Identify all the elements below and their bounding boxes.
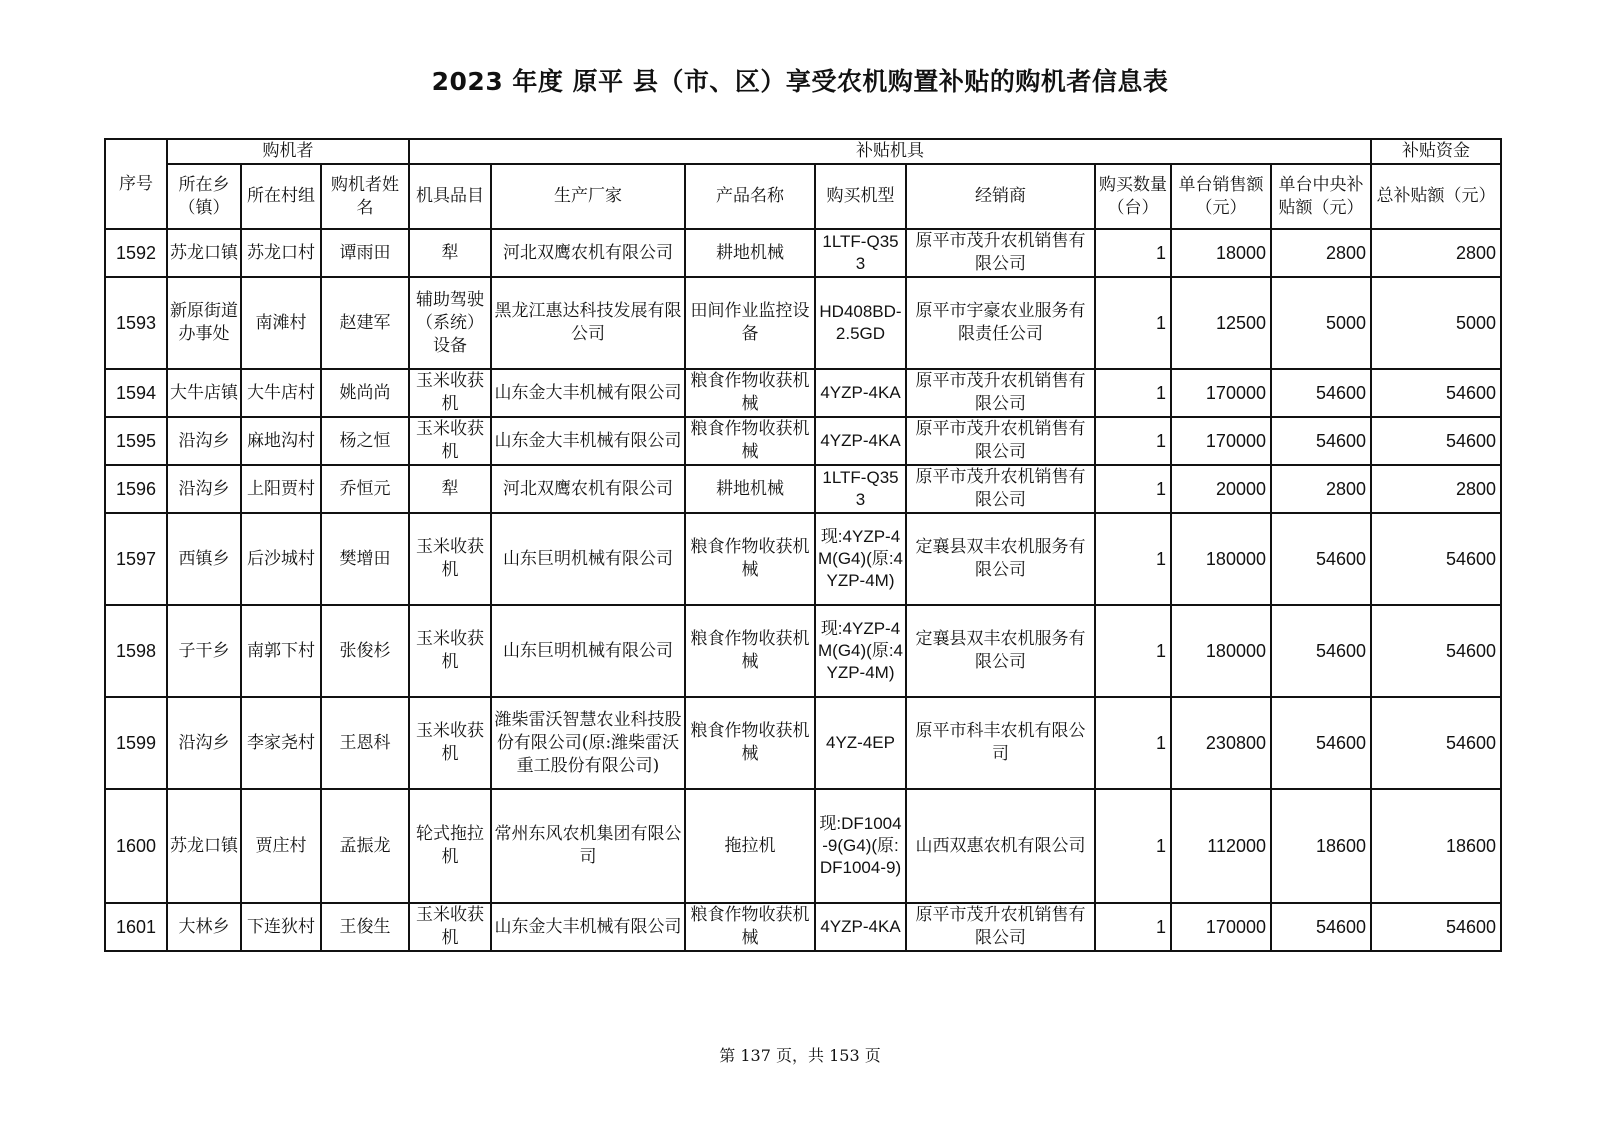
cell-village: 南滩村: [241, 277, 321, 369]
cell-category: 辅助驾驶（系统）设备: [409, 277, 491, 369]
cell-quantity: 1: [1095, 229, 1171, 277]
cell-model: 现:DF1004-9(G4)(原:DF1004-9): [815, 789, 906, 903]
cell-dealer: 定襄县双丰农机服务有限公司: [906, 605, 1095, 697]
cell-manufacturer: 山东金大丰机械有限公司: [491, 417, 685, 465]
col-header-total-subsidy: 总补贴额（元）: [1371, 164, 1501, 229]
cell-town: 大牛店镇: [167, 369, 241, 417]
cell-seq: 1599: [105, 697, 167, 789]
cell-town: 沿沟乡: [167, 465, 241, 513]
cell-dealer: 原平市宇豪农业服务有限责任公司: [906, 277, 1095, 369]
cell-total-subsidy: 5000: [1371, 277, 1501, 369]
cell-village: 下连狄村: [241, 903, 321, 951]
cell-total-subsidy: 54600: [1371, 369, 1501, 417]
cell-category: 轮式拖拉机: [409, 789, 491, 903]
cell-product: 拖拉机: [685, 789, 815, 903]
header-group-row: [105, 139, 1501, 164]
cell-model: 现:4YZP-4M(G4)(原:4YZP-4M): [815, 605, 906, 697]
cell-total-subsidy: 54600: [1371, 513, 1501, 605]
cell-total-subsidy: 2800: [1371, 229, 1501, 277]
cell-total-subsidy: 2800: [1371, 465, 1501, 513]
cell-quantity: 1: [1095, 513, 1171, 605]
cell-product: 粮食作物收获机械: [685, 697, 815, 789]
cell-quantity: 1: [1095, 369, 1171, 417]
col-header-category: 机具品目: [409, 164, 491, 229]
col-header-buyer-name: 购机者姓名: [321, 164, 409, 229]
cell-buyer-name: 杨之恒: [321, 417, 409, 465]
table-row: [105, 789, 1501, 903]
cell-seq: 1595: [105, 417, 167, 465]
table-row: [105, 903, 1501, 951]
cell-category: 犁: [409, 229, 491, 277]
cell-total-subsidy: 54600: [1371, 605, 1501, 697]
table-row: [105, 465, 1501, 513]
cell-model: 4YZP-4KA: [815, 369, 906, 417]
col-header-village: 所在村组: [241, 164, 321, 229]
cell-buyer-name: 赵建军: [321, 277, 409, 369]
cell-seq: 1593: [105, 277, 167, 369]
cell-seq: 1601: [105, 903, 167, 951]
cell-category: 玉米收获机: [409, 369, 491, 417]
cell-product: 耕地机械: [685, 229, 815, 277]
cell-unit-price: 170000: [1171, 417, 1271, 465]
table-row: [105, 229, 1501, 277]
cell-central-subsidy: 54600: [1271, 605, 1371, 697]
cell-product: 粮食作物收获机械: [685, 369, 815, 417]
cell-buyer-name: 樊增田: [321, 513, 409, 605]
table-row: [105, 417, 1501, 465]
cell-product: 耕地机械: [685, 465, 815, 513]
cell-unit-price: 12500: [1171, 277, 1271, 369]
cell-village: 李家尧村: [241, 697, 321, 789]
cell-manufacturer: 常州东风农机集团有限公司: [491, 789, 685, 903]
cell-model: HD408BD-2.5GD: [815, 277, 906, 369]
cell-central-subsidy: 54600: [1271, 417, 1371, 465]
cell-unit-price: 112000: [1171, 789, 1271, 903]
cell-town: 苏龙口镇: [167, 229, 241, 277]
cell-central-subsidy: 18600: [1271, 789, 1371, 903]
cell-model: 4YZP-4KA: [815, 903, 906, 951]
cell-central-subsidy: 5000: [1271, 277, 1371, 369]
col-header-product: 产品名称: [685, 164, 815, 229]
cell-dealer: 定襄县双丰农机服务有限公司: [906, 513, 1095, 605]
cell-quantity: 1: [1095, 277, 1171, 369]
cell-unit-price: 230800: [1171, 697, 1271, 789]
cell-central-subsidy: 54600: [1271, 513, 1371, 605]
col-header-model: 购买机型: [815, 164, 906, 229]
cell-village: 上阳贾村: [241, 465, 321, 513]
cell-category: 玉米收获机: [409, 903, 491, 951]
cell-dealer: 原平市茂升农机销售有限公司: [906, 229, 1095, 277]
cell-product: 粮食作物收获机械: [685, 605, 815, 697]
cell-quantity: 1: [1095, 417, 1171, 465]
col-header-unit-price: 单台销售额（元）: [1171, 164, 1271, 229]
cell-total-subsidy: 54600: [1371, 903, 1501, 951]
cell-dealer: 原平市茂升农机销售有限公司: [906, 903, 1095, 951]
cell-unit-price: 18000: [1171, 229, 1271, 277]
cell-unit-price: 180000: [1171, 605, 1271, 697]
cell-total-subsidy: 54600: [1371, 417, 1501, 465]
cell-town: 苏龙口镇: [167, 789, 241, 903]
col-header-seq: 序号: [105, 139, 167, 229]
cell-buyer-name: 谭雨田: [321, 229, 409, 277]
table-row: [105, 369, 1501, 417]
header-row: [105, 164, 1501, 229]
col-header-town: 所在乡（镇）: [167, 164, 241, 229]
cell-manufacturer: 山东金大丰机械有限公司: [491, 903, 685, 951]
cell-total-subsidy: 54600: [1371, 697, 1501, 789]
cell-manufacturer: 山东巨明机械有限公司: [491, 605, 685, 697]
cell-buyer-name: 姚尚尚: [321, 369, 409, 417]
cell-town: 西镇乡: [167, 513, 241, 605]
col-header-quantity: 购买数量（台）: [1095, 164, 1171, 229]
page-number: 第 137 页，共 153 页: [719, 1046, 881, 1065]
col-group-buyer: 购机者: [167, 139, 409, 164]
cell-category: 玉米收获机: [409, 697, 491, 789]
cell-quantity: 1: [1095, 789, 1171, 903]
cell-product: 粮食作物收获机械: [685, 513, 815, 605]
buyer-info-table: [104, 138, 1502, 952]
cell-seq: 1597: [105, 513, 167, 605]
cell-product: 田间作业监控设备: [685, 277, 815, 369]
cell-central-subsidy: 54600: [1271, 903, 1371, 951]
cell-village: 南郭下村: [241, 605, 321, 697]
cell-model: 1LTF-Q353: [815, 229, 906, 277]
cell-buyer-name: 王俊生: [321, 903, 409, 951]
table-row: [105, 513, 1501, 605]
cell-buyer-name: 张俊杉: [321, 605, 409, 697]
table-row: [105, 605, 1501, 697]
table-row: [105, 277, 1501, 369]
cell-model: 现:4YZP-4M(G4)(原:4YZP-4M): [815, 513, 906, 605]
cell-dealer: 原平市茂升农机销售有限公司: [906, 465, 1095, 513]
cell-dealer: 山西双惠农机有限公司: [906, 789, 1095, 903]
cell-total-subsidy: 18600: [1371, 789, 1501, 903]
page-title: 2023 年度 原平 县（市、区）享受农机购置补贴的购机者信息表: [431, 67, 1169, 96]
cell-town: 沿沟乡: [167, 417, 241, 465]
cell-quantity: 1: [1095, 697, 1171, 789]
cell-central-subsidy: 54600: [1271, 697, 1371, 789]
cell-central-subsidy: 2800: [1271, 465, 1371, 513]
cell-village: 贾庄村: [241, 789, 321, 903]
cell-manufacturer: 黑龙江惠达科技发展有限公司: [491, 277, 685, 369]
cell-manufacturer: 山东巨明机械有限公司: [491, 513, 685, 605]
cell-quantity: 1: [1095, 605, 1171, 697]
cell-model: 4YZ-4EP: [815, 697, 906, 789]
col-group-funds: 补贴资金: [1371, 139, 1501, 164]
cell-category: 玉米收获机: [409, 513, 491, 605]
cell-dealer: 原平市茂升农机销售有限公司: [906, 417, 1095, 465]
col-header-central-subsidy: 单台中央补贴额（元）: [1271, 164, 1371, 229]
cell-town: 新原街道办事处: [167, 277, 241, 369]
cell-town: 子干乡: [167, 605, 241, 697]
cell-buyer-name: 王恩科: [321, 697, 409, 789]
cell-town: 大林乡: [167, 903, 241, 951]
cell-category: 玉米收获机: [409, 417, 491, 465]
cell-product: 粮食作物收获机械: [685, 417, 815, 465]
cell-quantity: 1: [1095, 465, 1171, 513]
col-header-dealer: 经销商: [906, 164, 1095, 229]
cell-model: 1LTF-Q353: [815, 465, 906, 513]
cell-village: 苏龙口村: [241, 229, 321, 277]
cell-village: 后沙城村: [241, 513, 321, 605]
cell-unit-price: 20000: [1171, 465, 1271, 513]
col-group-machine: 补贴机具: [409, 139, 1371, 164]
cell-manufacturer: 河北双鹰农机有限公司: [491, 229, 685, 277]
cell-dealer: 原平市茂升农机销售有限公司: [906, 369, 1095, 417]
table-row: [105, 697, 1501, 789]
cell-product: 粮食作物收获机械: [685, 903, 815, 951]
cell-central-subsidy: 2800: [1271, 229, 1371, 277]
cell-manufacturer: 山东金大丰机械有限公司: [491, 369, 685, 417]
cell-village: 麻地沟村: [241, 417, 321, 465]
cell-village: 大牛店村: [241, 369, 321, 417]
cell-manufacturer: 潍柴雷沃智慧农业科技股份有限公司(原:潍柴雷沃重工股份有限公司): [491, 697, 685, 789]
cell-unit-price: 170000: [1171, 369, 1271, 417]
cell-category: 玉米收获机: [409, 605, 491, 697]
cell-buyer-name: 孟振龙: [321, 789, 409, 903]
cell-seq: 1594: [105, 369, 167, 417]
cell-dealer: 原平市科丰农机有限公司: [906, 697, 1095, 789]
cell-category: 犁: [409, 465, 491, 513]
cell-seq: 1596: [105, 465, 167, 513]
cell-quantity: 1: [1095, 903, 1171, 951]
cell-unit-price: 170000: [1171, 903, 1271, 951]
cell-seq: 1600: [105, 789, 167, 903]
cell-buyer-name: 乔恒元: [321, 465, 409, 513]
col-header-manufacturer: 生产厂家: [491, 164, 685, 229]
cell-manufacturer: 河北双鹰农机有限公司: [491, 465, 685, 513]
cell-seq: 1592: [105, 229, 167, 277]
cell-central-subsidy: 54600: [1271, 369, 1371, 417]
cell-unit-price: 180000: [1171, 513, 1271, 605]
cell-seq: 1598: [105, 605, 167, 697]
cell-model: 4YZP-4KA: [815, 417, 906, 465]
cell-town: 沿沟乡: [167, 697, 241, 789]
